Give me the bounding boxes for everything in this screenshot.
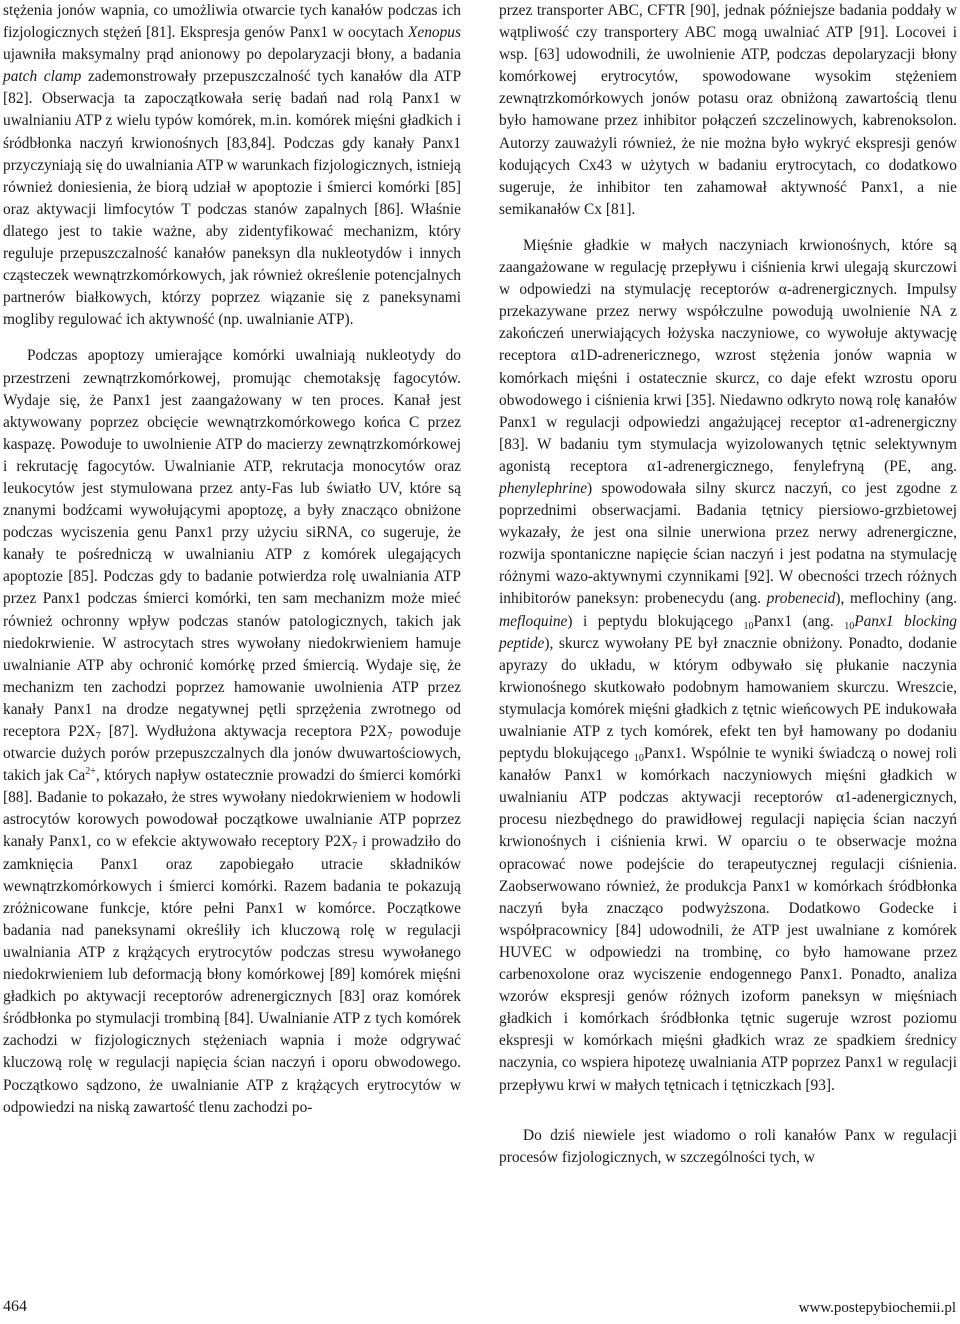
right-paragraph-2: Mięśnie gładkie w małych naczyniach krwionośnych, które są zaangażowane w regulację przepływu i ciśnienia krwi ulegają skurczowi w odpowiedzi na stymulację receptorów α-adrenergicznych. Impulsy przekazywane przez nerwy współczulne powodują uwolnienie NA z zakończeń unerwiających łożyska naczyniowe, co wywołuje aktywację receptora α1D-adrenericznego, wzrost stężenia jonów wapnia w komórkach mięśni i ostatecznie skurcz, co daje efekt wzrostu oporu obwodowego i ciśnienia krwi [35]. Niedawno odkryto nową rolę kanałów Panx1 w regulacji odpowiedzi angażującej receptor α1-adrenergiczny [83]. W badaniu tym stymulacja wyizolowanych tętnic selektywnym agonistą receptora α1-adrenergicznego, fenylefryną (PE, ang. phenylephrine) spowodowała silny skurcz naczyń, co jest zgodne z poprzednimi obserwacjami. Badania tętnicy piersiowo-grzbietowej wykazały, że jest ona silnie unerwiona przez nerwy adrenergiczne, rozwija spontaniczne napięcie ścian naczyń i jest podatna na stymulację różnymi wazo-aktywnymi czynnikami [92]. W obecności trzech różnych inhibitorów paneksyn: probenecydu (ang. probenecid), meflochiny (ang. mefloquine) i peptydu blokującego $_{10}$Panx1 (ang. $_{10}$Panx1 blocking peptide), skurcz wywołany PE był znacznie obniżony. Ponadto, dodanie apyrazy do układu, w którym odbywało się płukanie naczynia krwionośnego skutkowało podobnym hamowaniem skurczu. Wreszcie, stymulacja komórek mięśni gładkich z tętnic wieńcowych PE indukowała uwalnianie ATP z tych komórek, efekt ten był hamowany po dodaniu peptydu blokującego $_{10}$Panx1. Wspólnie te wyniki świadczą o nowej roli kanałów Panx1 w komórkach naczyniowych mięśni gładkich w uwalnianiu ATP podczas aktywacji receptorów α1-adenergicznych, procesu niezbędnego do prawidłowej regulacji napięcia ścian naczyń krwionośnych i ciśnienia krwi. W oparciu o te obserwacje można opracować nowe podejście do terapeutycznej regulacji ciśnienia. Zaobserwowano również, że produkcja Panx1 w komórkach śródbłonka naczyń była znacząco podwyższona. Dodatkowo Godecke i współpracownicy [84] udowodnili, że ATP jest uwalniane z komórek HUVEC w odpowiedzi na trombinę, co było hamowane przez carbenoxolone oraz wyciszenie endogennego Panx1. Ponadto, analiza wzorów ekspresji genów różnych izoform paneksyn w mięśniach gładkich i komórkach śródbłonka tętnic sugeruje wzrost poziomu ekspresji w komórkach mięśni gładkich wraz ze spadkiem średnicy naczynia, co wspiera hipotezę uwalniania ATP poprzez Panx1 w regulacji przepływu krwi w małych tętnicach i tętniczkach [93]. [499, 236, 958, 1094]
right-paragraph-3: Do dziś niewiele jest wiadomo o roli kanałów Panx w regulacji procesów fizjologicznych, w szczególności tych, w [499, 1126, 957, 1166]
right-column [499, 0, 957, 1169]
left-paragraph-1: stężenia jonów wapnia, co umożliwia otwarcie tych kanałów podczas ich fizjologicznych stężeń [81]. Ekspresja genów Panx1 w oocytach Xenopus ujawniła maksymalny prąd anionowy po depolaryzacji błony, a badania patch clamp zademonstrowały przepuszczalność tych kanałów dla ATP [82]. Obserwacja ta zapoczątkowała serię badań nad rolą Panx1 w uwalnianiu ATP z wielu typów komórek, m.in. komórek mięśni gładkich i śródbłonka naczyń krwionośnych [83,84]. Podczas gdy kanały Panx1 przyczyniają się do uwalniania ATP w warunkach fizjologicznych, istnieją również doniesienia, że biorą udział w apoptozie i śmierci komórki [85] oraz aktywacji limfocytów T podczas stanów zapalnych [86]. Właśnie dlatego jest to takie ważne, aby zidentyfikować mechanizm, który reguluje przepuszczalność kanałów paneksyn dla nukleotydów i innych cząsteczek wewnątrzkomórkowych, jak również określenie potencjalnych partnerów białkowych, którzy poprzez wiązanie się z paneksynami mogliby regulować ich aktywność (np. uwalnianie ATP). [3, 2, 462, 329]
left-paragraph-2: Podczas apoptozy umierające komórki uwalniają nukleotydy do przestrzeni zewnątrzkomórkowej, promując chemotaksję fagocytów. Wydaje się, że Panx1 jest zaangażowany w ten proces. Kanał jest aktywowany poprzez obcięcie wewnątrzkomórkowego końca C przez kaspazę. Powoduje to uwolnienie ATP do macierzy zewnątrzkomórkowej i rekrutację fagocytów. Uwalnianie ATP, rekrutacja monocytów oraz leukocytów jest stymulowana przez anty-Fas lub światło UV, które są znanymi bodźcami wywołującymi apoptozę, a były znacząco obniżone podczas wyciszenia genu Panx1 przy użyciu siRNA, co sugeruje, że kanały te pośredniczą w uwalnianiu ATP z komórek ulegających apoptozie [85]. Podczas gdy to badanie potwierdza rolę uwalniania ATP przez Panx1 podczas śmierci komórki, ten sam mechanizm może mieć również ochronny wpływ podczas stanów patologicznych, takich jak niedokrwienie. W astrocytach stres wywołany niedokrwieniem hamuje uwalnianie ATP aby ochronić komórkę przed śmiercią. Wydaje się, że mechanizm ten zachodzi poprzez hamowanie uwolnienia ATP przez kanały Panx1 na drodze negatywnej pętli sprzężenia zwrotnego od receptora $P2X_7$ [87]. Wydłużona aktywacja receptora $P2X_7$ powoduje otwarcie dużych porów przepuszczalnych dla jonów dwuwartościowych, takich jak $Ca^{2+}$, których napływ ostatecznie prowadzi do śmierci komórki [88]. Badanie to pokazało, że stres wywołany niedokrwieniem w hodowli astrocytów korowych powodował początkowe uwalnianie ATP poprzez kanały Panx1, co w efekcie aktywowało receptory $P2X_7$ i prowadziło do zamknięcia Panx1 oraz zapobiegało utracie składników wewnątrzkomórkowych i śmierci komórki. Razem badania te pokazują zróżnicowane funkcje, które pełni Panx1 w komórce. Początkowe badania nad paneksynami określiły ich kluczową rolę w regulacji uwalniania ATP z krążących erytrocytów podczas stresu wywołanego niedokrwieniem lub deformacją błony komórkowej [89] komórek mięśni gładkich po aktywacji receptorów adrenergicznych [83] oraz komórek śródbłonka po stymulacji trombiną [84]. Uwalnianie ATP z tych komórek zachodzi w fizjologicznych stężeniach wapnia i może odgrywać kluczową rolę w regulacji napięcia ścian naczyń i oporu obwodowego. Początkowo sądzono, że uwalnianie ATP z krążących erytrocytów w odpowiedzi na niską zawartość tlenu zachodzi po- [3, 347, 461, 1116]
left-column [3, 0, 461, 1119]
journal-website: www.postepybiochemii.pl [798, 1300, 956, 1316]
page-number: 464 [3, 1298, 27, 1315]
right-paragraph-1: przez transporter ABC, CFTR [90], jednak późniejsze badania poddały w wątpliwość czy transportery ABC mogą uwalniać ATP [91]. Locovei i wsp. [63] udowodnili, że uwolnienie ATP, podczas depolaryzacji błony komórkowej erytrocytów, spowodowane wysokim stężeniem zewnątrzkomórkowych jonów potasu oraz obniżoną zawartością tlenu było hamowane przez inhibitor połączeń szczelinowych, kabrenoksolon. Autorzy zauważyli również, że nie można było wykryć ekspresji genów kodujących Cx43 w użytych w badaniu erytrocytach, co dodatkowo sugeruje, że inhibitor ten zahamował aktywność Panx1, a nie semikanałów Cx [81]. [499, 2, 957, 218]
